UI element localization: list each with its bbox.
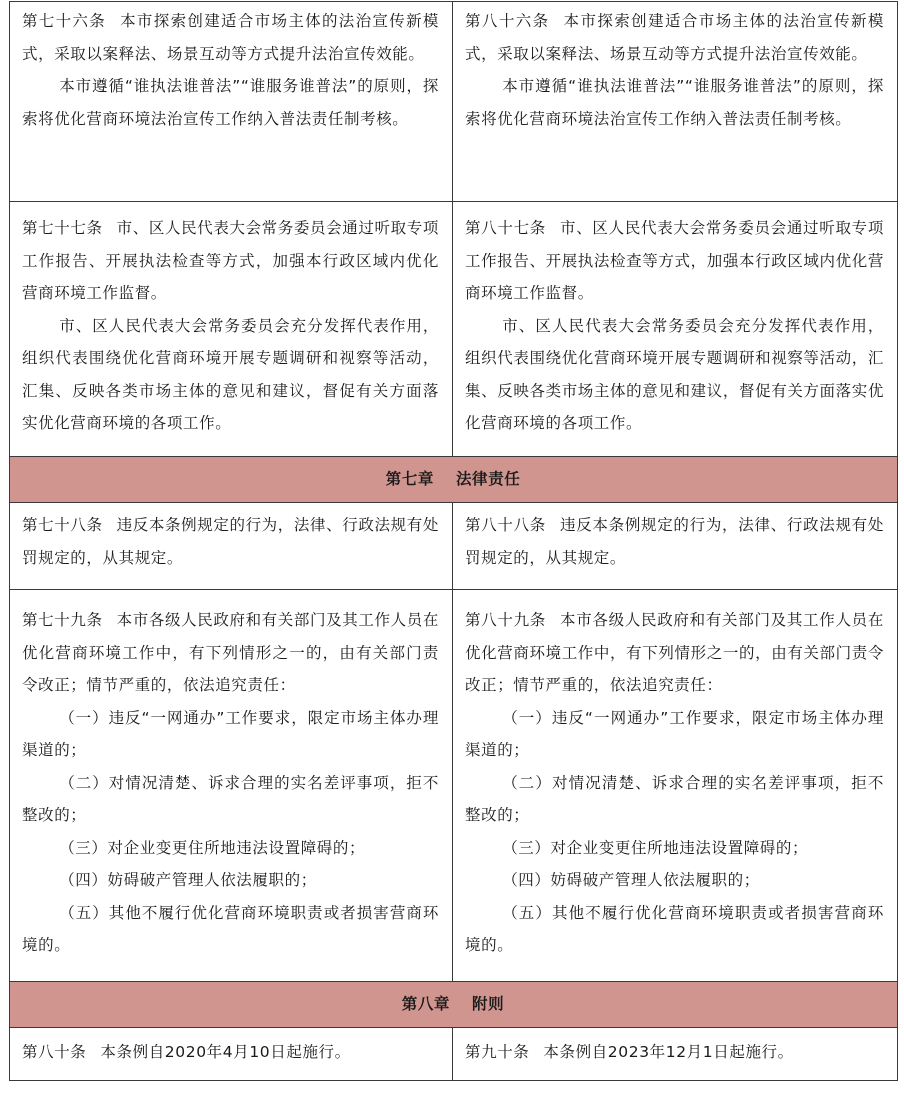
paragraph-text: 本市遵循“谁执法谁普法”“谁服务谁普法”的原则，探索将优化营商环境法治宣传工作纳入普法责任制考核。 xyxy=(465,77,884,128)
article-number: 第八十六条 xyxy=(465,12,550,30)
paragraph-text: 本市遵循“谁执法谁普法”“谁服务谁普法”的原则，探索将优化营商环境法治宣传工作纳入普法责任制考核。 xyxy=(22,77,439,128)
article-row xyxy=(10,503,898,590)
left-version-cell xyxy=(10,503,453,590)
list-item: （五）其他不履行优化营商环境职责或者损害营商环境的。 xyxy=(465,903,884,954)
article-number: 第七十六条 xyxy=(22,12,107,30)
article-number: 第七十八条 xyxy=(22,516,103,534)
paragraph-text: 本条例自2023年12月1日起施行。 xyxy=(543,1043,794,1061)
article-paragraph xyxy=(465,212,884,310)
list-item: （二）对情况清楚、诉求合理的实名差评事项，拒不整改的； xyxy=(22,773,439,824)
article-paragraph xyxy=(22,70,439,135)
paragraph-text: 本市各级人民政府和有关部门及其工作人员在优化营商环境工作中，有下列情形之一的，由有关部门责令改正；情节严重的，依法追究责任： xyxy=(22,611,439,694)
article-paragraph xyxy=(465,604,884,702)
article-paragraph xyxy=(465,509,884,574)
article-paragraph xyxy=(465,70,884,135)
paragraph-text: 市、区人民代表大会常务委员会通过听取专项工作报告、开展执法检查等方式，加强本行政区域内优化营商环境工作监督。 xyxy=(465,219,884,302)
paragraph-text: 市、区人民代表大会常务委员会充分发挥代表作用，组织代表围绕优化营商环境开展专题调研和视察等活动，汇集、反映各类市场主体的意见和建议，督促有关方面落实优化营商环境的各项工作。 xyxy=(22,316,439,432)
article-number: 第七十九条 xyxy=(22,611,103,629)
article-paragraph xyxy=(465,1036,884,1069)
right-version-cell xyxy=(453,590,898,982)
article-number: 第八十九条 xyxy=(465,611,547,629)
left-version-cell xyxy=(10,202,453,457)
list-item: （一）违反“一网通办”工作要求，限定市场主体办理渠道的； xyxy=(22,708,439,759)
article-paragraph xyxy=(22,310,439,440)
article-number: 第九十条 xyxy=(465,1043,530,1061)
article-number: 第八十条 xyxy=(22,1043,87,1061)
chapter-number: 第八章 xyxy=(401,995,451,1014)
chapter-title: 附则 xyxy=(472,995,505,1014)
article-paragraph xyxy=(22,509,439,574)
article-number: 第八十八条 xyxy=(465,516,547,534)
article-row xyxy=(10,2,898,202)
article-paragraph xyxy=(22,1036,439,1069)
paragraph-text: 本条例自2020年4月10日起施行。 xyxy=(100,1043,351,1061)
paragraph-text: 本市探索创建适合市场主体的法治宣传新模式，采取以案释法、场景互动等方式提升法治宣传效能。 xyxy=(465,12,884,63)
paragraph-text: 本市各级人民政府和有关部门及其工作人员在优化营商环境工作中，有下列情形之一的，由有关部门责令改正；情节严重的，依法追究责任： xyxy=(465,611,884,694)
right-version-cell xyxy=(453,503,898,590)
list-item: （三）对企业变更住所地违法设置障碍的； xyxy=(502,838,809,857)
article-row xyxy=(10,590,898,982)
article-number: 第七十七条 xyxy=(22,219,103,237)
chapter-heading xyxy=(10,982,898,1028)
left-version-cell xyxy=(10,1028,453,1081)
article-paragraph xyxy=(22,5,439,70)
comparison-table-body xyxy=(10,2,898,1081)
chapter-row xyxy=(10,457,898,503)
list-item: （二）对情况清楚、诉求合理的实名差评事项，拒不整改的； xyxy=(465,773,884,824)
list-item: （四）妨碍破产管理人依法履职的； xyxy=(59,871,317,889)
article-paragraph xyxy=(22,212,439,310)
article-paragraph xyxy=(22,604,439,702)
chapter-title: 法律责任 xyxy=(455,470,521,489)
list-item: （四）妨碍破产管理人依法履职的； xyxy=(502,871,760,889)
left-version-cell xyxy=(10,2,453,202)
list-item: （五）其他不履行优化营商环境职责或者损害营商环境的。 xyxy=(22,903,439,954)
list-item: （一）违反“一网通办”工作要求，限定市场主体办理渠道的； xyxy=(465,708,884,759)
paragraph-text: 市、区人民代表大会常务委员会通过听取专项工作报告、开展执法检查等方式，加强本行政区域内优化营商环境工作监督。 xyxy=(22,219,439,302)
article-paragraph xyxy=(465,5,884,70)
chapter-row xyxy=(10,982,898,1028)
paragraph-text: 违反本条例规定的行为，法律、行政法规有处罚规定的，从其规定。 xyxy=(465,516,884,567)
article-row xyxy=(10,1028,898,1081)
right-version-cell xyxy=(453,1028,898,1081)
right-version-cell xyxy=(453,202,898,457)
left-version-cell xyxy=(10,590,453,982)
chapter-heading xyxy=(10,457,898,503)
paragraph-text: 本市探索创建适合市场主体的法治宣传新模式，采取以案释法、场景互动等方式提升法治宣传效能。 xyxy=(22,12,439,63)
chapter-number: 第七章 xyxy=(385,470,434,489)
article-paragraph xyxy=(465,310,884,440)
article-row xyxy=(10,202,898,457)
article-number: 第八十七条 xyxy=(465,219,547,237)
list-item: （三）对企业变更住所地违法设置障碍的； xyxy=(59,838,366,857)
comparison-table xyxy=(9,1,898,1081)
paragraph-text: 市、区人民代表大会常务委员会充分发挥代表作用，组织代表围绕优化营商环境开展专题调研和视察等活动，汇集、反映各类市场主体的意见和建议，督促有关方面落实优化营商环境的各项工作。 xyxy=(465,316,884,432)
paragraph-text: 违反本条例规定的行为，法律、行政法规有处罚规定的，从其规定。 xyxy=(22,516,439,567)
right-version-cell xyxy=(453,2,898,202)
